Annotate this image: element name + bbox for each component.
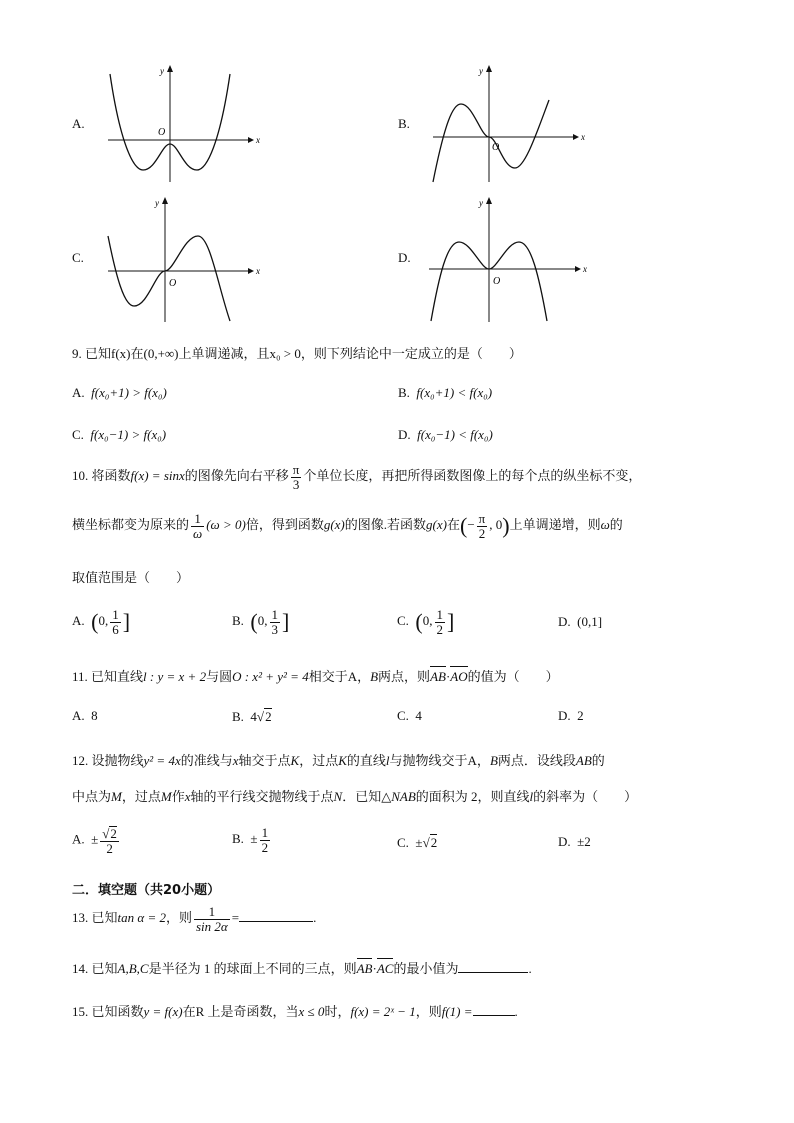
- answer-blank[interactable]: [458, 960, 528, 973]
- question-13: 13. 已知tan α = 2，则 $\frac{1}{\sin 2\alpha}$ = .: [72, 904, 317, 934]
- fraction-pi-over-2: $\frac{\pi}{2}$: [478, 511, 486, 541]
- question-15: 15. 已知函数y = f(x)在R 上是奇函数，当x ≤ 0时，f(x) = 2ˣ − 1，则f(1) = .: [72, 1004, 518, 1019]
- question-12-line-1: 12. 设抛物线y² = 4x的准线与x轴交于点K，过点K的直线l与抛物线交于A，B两点．设线段AB的: [72, 753, 605, 768]
- graph-option-d: [425, 196, 590, 326]
- q12-option-c[interactable]: C. ±√2: [397, 835, 438, 850]
- question-number: 9.: [72, 346, 82, 361]
- axis-x-label: x: [583, 264, 587, 274]
- q9-option-b[interactable]: B. f(x₀+1) < f(x₀): [398, 385, 493, 400]
- question-text: 已知f(x)在(0,+∞)上单调递减，且x₀ > 0，则下列结论中一定成立的是（ ）: [85, 346, 522, 361]
- vector-ac: AC: [376, 961, 394, 976]
- graph-option-a: [98, 62, 258, 187]
- question-10-line-3: 取值范围是（ ）: [72, 570, 190, 585]
- q11-option-c[interactable]: C. 4: [397, 708, 422, 723]
- question-10-line-1: 10. 将函数f(x) = sinx的图像先向右平移 $\frac{\pi}{3}$ 个单位长度，再把所得函数图像上的每个点的纵坐标不变，: [72, 462, 642, 492]
- section-heading: 二．填空题（共20小题）: [72, 883, 221, 898]
- q11-option-b[interactable]: B. 4√2: [232, 709, 272, 724]
- axis-x-label: x: [581, 132, 585, 142]
- q9-option-a[interactable]: A. f(x₀+1) > f(x₀): [72, 385, 167, 400]
- origin-label: O: [158, 127, 166, 138]
- option-label-c: C.: [72, 250, 84, 265]
- q9-option-c[interactable]: C. f(x₀−1) > f(x₀): [72, 427, 167, 442]
- vector-ao: AO: [450, 669, 468, 684]
- q11-option-a[interactable]: A. 8: [72, 708, 98, 723]
- graph-option-b: [425, 62, 585, 187]
- origin-label: O: [492, 142, 500, 153]
- axis-y-label: y: [479, 66, 483, 76]
- axis-y-label: y: [155, 198, 159, 208]
- axis-y-label: y: [160, 66, 164, 76]
- vector-ab: AB: [430, 669, 446, 684]
- question-12-line-2: 中点为M，过点M作x轴的平行线交抛物线于点N．已知△NAB的面积为 2，则直线l的斜率为（ ）: [72, 789, 638, 804]
- q10-option-d[interactable]: D. (0,1]: [558, 614, 603, 629]
- q10-option-b[interactable]: B. (0, $\frac{1}{3}$ ]: [232, 607, 290, 637]
- origin-label: O: [493, 276, 501, 287]
- question-10-line-2: 横坐标都变为原来的 $\frac{1}{\omega}$ (ω > 0)倍，得到函数g(x)的图像.若函数g(x)在(− $\frac{\pi}{2}$ , 0)上单调递增，则ω的: [72, 511, 623, 541]
- origin-label: O: [169, 278, 177, 289]
- answer-blank[interactable]: [473, 1003, 515, 1016]
- q10-option-a[interactable]: A. (0, $\frac{1}{6}$ ]: [72, 607, 131, 637]
- axis-y-label: y: [479, 198, 483, 208]
- q10-option-c[interactable]: C. (0, $\frac{1}{2}$ ]: [397, 607, 455, 637]
- q9-option-d[interactable]: D. f(x₀−1) < f(x₀): [398, 427, 493, 442]
- question-9-stem: [72, 343, 522, 362]
- vector-ab: AB: [356, 961, 373, 976]
- option-label-b: B.: [398, 116, 410, 131]
- q12-option-a[interactable]: A. ± $\frac{√2}{2}$: [72, 826, 117, 856]
- axis-x-label: x: [256, 266, 260, 276]
- axis-x-label: x: [256, 135, 260, 145]
- question-14: 14. 已知A,B,C是半径为 1 的球面上不同的三点，则AB·AC的最小值为 .: [72, 961, 532, 976]
- fraction-1-over-omega: $\frac{1}{\omega}$: [193, 511, 203, 541]
- option-label-d: D.: [398, 250, 411, 265]
- q12-option-b[interactable]: B. ± $\frac{1}{2}$: [232, 825, 269, 855]
- fraction-pi-over-3: $\frac{\pi}{3}$: [292, 462, 300, 492]
- question-11-stem: 11. 已知直线l : y = x + 2与圆O : x² + y² = 4相交于A，B两点，则AB·AO的值为（ ）: [72, 669, 559, 684]
- graph-option-c: [98, 196, 263, 326]
- q11-option-d[interactable]: D. 2: [558, 708, 584, 723]
- q12-option-d[interactable]: D. ±2: [558, 834, 591, 849]
- option-label-a: A.: [72, 116, 85, 131]
- answer-blank[interactable]: [239, 909, 313, 922]
